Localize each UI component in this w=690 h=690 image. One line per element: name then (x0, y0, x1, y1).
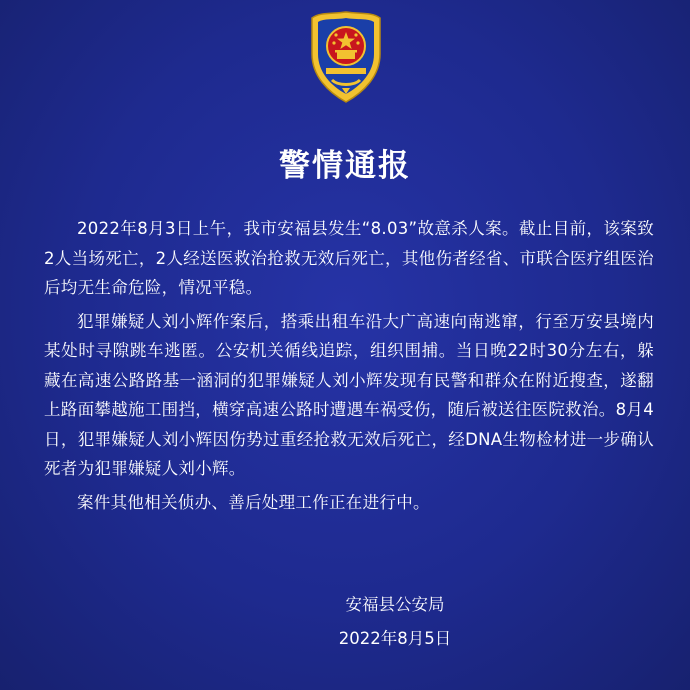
notice-body (44, 214, 654, 521)
notice-title: 警情通报 (279, 148, 411, 184)
signature-date: 2022年8月5日 (338, 629, 452, 648)
notice-paragraph: 案件其他相关侦办、善后处理工作正在进行中。 (77, 492, 430, 512)
signature-organization: 安福县公安局 (345, 595, 445, 614)
police-emblem-icon (308, 10, 384, 106)
notice-paragraph: 2022年8月3日上午，我市安福县发生“8.03”故意杀人案。截止目前，该案致2人当场死亡，2人经送医救治抢救无效后死亡，其他伤者经省、市联合医疗组医治后均无生命危险，情况平稳。 (44, 219, 654, 297)
notice-paragraph: 犯罪嫌疑人刘小辉作案后，搭乘出租车沿大广高速向南逃窜，行至万安县境内某处时寻隙跳车逃匿。公安机关循线追踪，组织围捕。当日晚22时30分左右，躲藏在高速公路路基一涵洞的犯罪嫌疑人刘小辉发现有民警和群众在附近搜查，遂翻上路面攀越施工围挡，横穿高速公路时遭遇车祸受伤，随后被送往医院救治。8月4日，犯罪嫌疑人刘小辉因伤势过重经抢救无效后死亡，经DNA生物检材进一步确认死者为犯罪嫌疑人刘小辉。 (44, 311, 654, 478)
